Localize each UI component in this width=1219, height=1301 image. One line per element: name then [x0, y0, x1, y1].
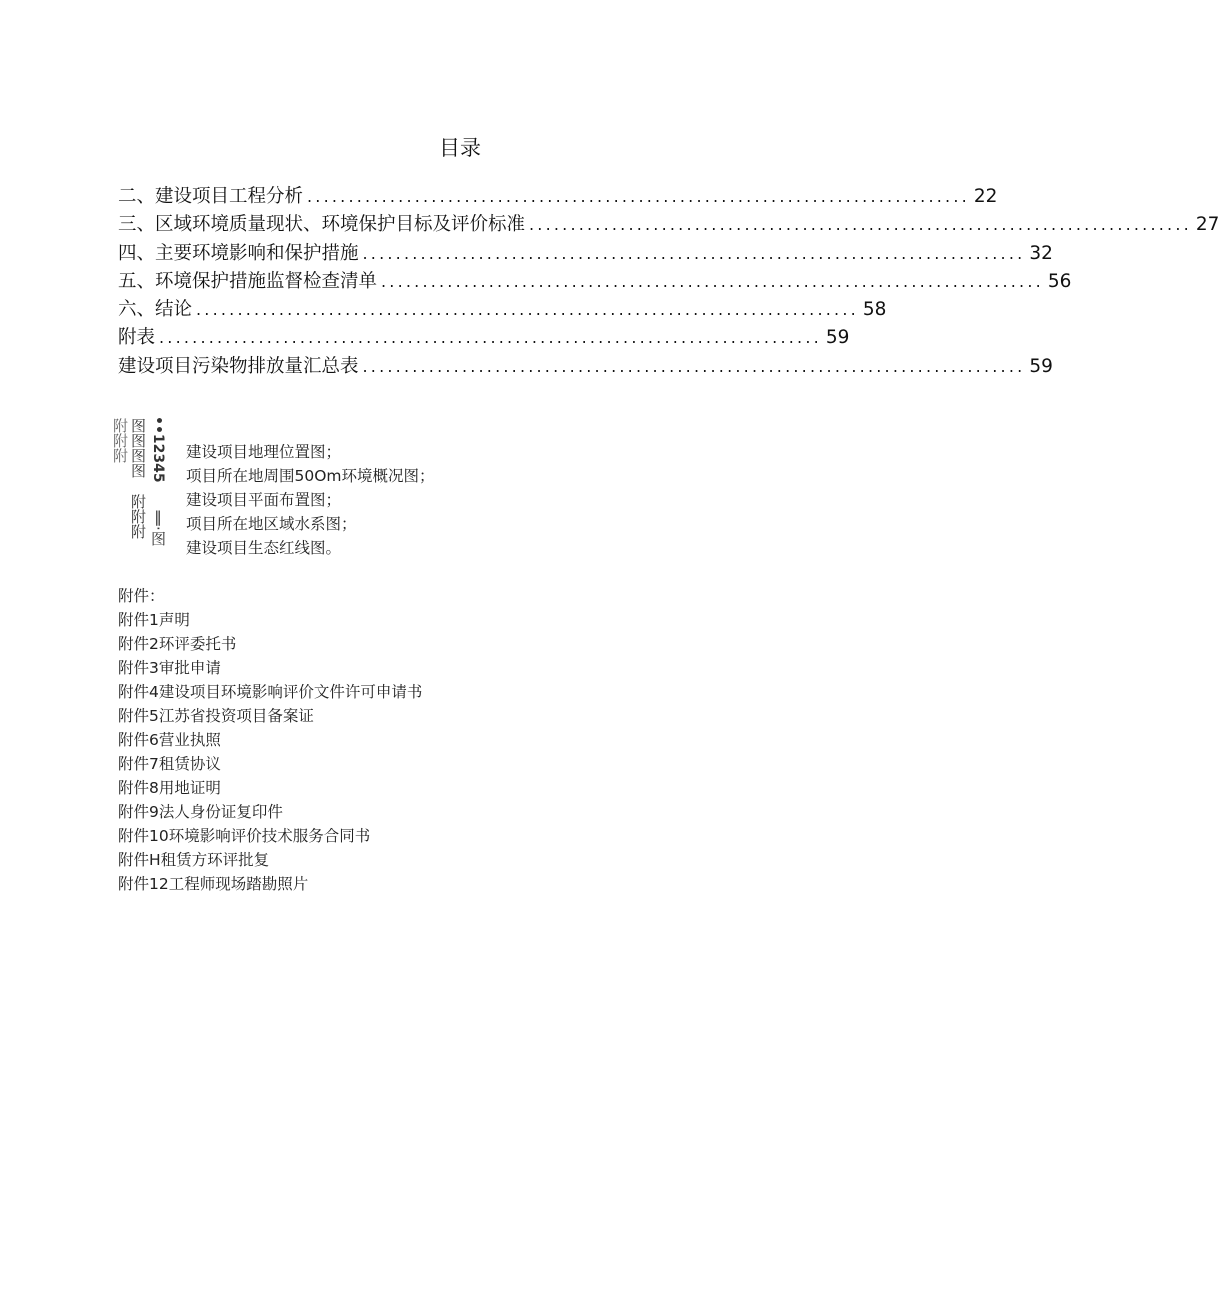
toc-entry[interactable]: [118, 182, 998, 210]
toc-page: 56: [1047, 270, 1072, 292]
toc-leader: ................................................................................: [529, 215, 1192, 235]
attachment-item: 附件5江苏省投资项目备案证: [118, 707, 314, 725]
figure-item: 项目所在地区域水系图；: [186, 515, 357, 533]
toc-page: 59: [1029, 355, 1053, 377]
page-title: 目录: [439, 136, 481, 160]
toc-leader: ................................................................................: [159, 328, 822, 348]
toc-page: 59: [825, 327, 850, 349]
toc-leader: ................................................................................: [362, 356, 1026, 376]
attachment-item: 附件1声明: [118, 611, 190, 629]
figure-item: 建设项目地理位置图；: [186, 443, 342, 461]
attachment-item: 附件4建设项目环境影响评价文件许可申请书: [118, 683, 423, 701]
toc-entry[interactable]: [118, 295, 887, 323]
toc-label: 五、环境保护措施监督检查清单: [118, 270, 378, 292]
figure-fragment: ••12345: [150, 416, 166, 483]
attachment-item: 附件9法人身份证复印件: [118, 803, 283, 821]
toc-page: 32: [1029, 242, 1053, 264]
attachment-item: 附件8用地证明: [118, 779, 221, 797]
attachment-item: 附件3审批申请: [118, 659, 221, 677]
figure-fragment: 附附附: [111, 418, 129, 463]
toc-entry[interactable]: [118, 239, 1053, 267]
figure-fragment: 附附附: [129, 494, 147, 539]
attachment-item: 附件6营业执照: [118, 731, 221, 749]
figure-item: 建设项目生态红线图。: [186, 539, 342, 557]
attachment-item: 附件2环评委托书: [118, 635, 237, 653]
figure-item: 建设项目平面布置图；: [186, 491, 342, 509]
toc-entry[interactable]: [118, 210, 1219, 238]
attachments-heading: 附件：: [118, 587, 165, 605]
figure-fragment: ‖·图: [149, 508, 167, 546]
attachment-item: 附件7租赁协议: [118, 755, 221, 773]
toc-leader: ................................................................................: [362, 243, 1026, 263]
figure-item: 项目所在地周围50Om环境概况图；: [186, 467, 435, 485]
figure-list: [186, 440, 435, 560]
toc-leader: ................................................................................: [196, 300, 859, 320]
toc-label: 附表: [118, 327, 156, 349]
attachment-item: 附件12工程师现场踏勘照片: [118, 875, 309, 893]
attachment-list: [118, 584, 422, 896]
toc-entry[interactable]: [118, 323, 850, 351]
toc-entry[interactable]: [118, 267, 1072, 295]
toc-label: 二、建设项目工程分析: [118, 186, 304, 207]
toc-leader: ................................................................................: [381, 271, 1044, 291]
toc-label: 三、区域环境质量现状、环境保护目标及评价标准: [118, 214, 526, 236]
toc-page: 22: [973, 186, 998, 207]
table-of-contents: [118, 182, 1219, 380]
toc-page: 58: [862, 299, 887, 321]
toc-page: 27: [1195, 214, 1219, 236]
toc-label: 四、主要环境影响和保护措施: [118, 242, 359, 264]
attachment-item: 附件H租赁方环评批复: [118, 851, 270, 869]
figure-fragment: 图图图图: [129, 418, 147, 478]
toc-leader: ................................................................................: [307, 187, 970, 206]
toc-entry[interactable]: [118, 352, 1053, 380]
toc-label: 六、结论: [118, 299, 193, 321]
attachment-item: 附件10环境影响评价技术服务合同书: [118, 827, 371, 845]
toc-label: 建设项目污染物排放量汇总表: [118, 355, 359, 377]
